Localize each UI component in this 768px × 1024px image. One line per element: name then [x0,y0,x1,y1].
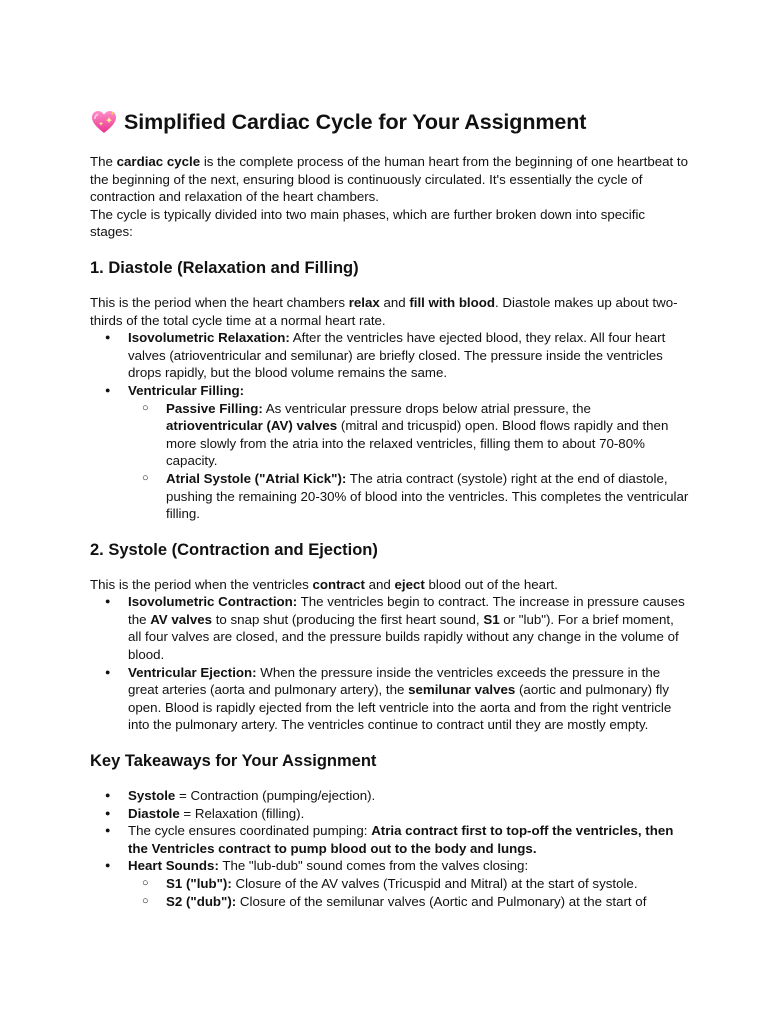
list-item: ● Ventricular Ejection: When the pressure inside the ventricles exceeds the pressure in the great arteries (aorta and pulmonary artery), the semilunar valves (aortic and pulmonary) fly open. Blood is rapidly ejected from the left ventricle into the aorta and from the right ventricle into the pulmonary artery. The ventricles continue to contract until they are mostly empty. [90,664,690,734]
diastole-list [90,329,690,523]
ventricular-filling-sublist [128,400,690,523]
document-page [90,106,690,910]
diastole-intro: This is the period when the heart chambers relax and fill with blood. Diastole makes up about two-thirds of the total cycle time at a normal heart rate. [90,294,678,328]
list-item: ● Ventricular Filling: ○ Passive Filling: As ventricular pressure drops below atrial pressure, the atrioventricular (AV) valves (mitral and tricuspid) open. Blood flows rapidly and then more slowly from the atria into the relaxed ventricles, filling them to about 70-80% capacity. ○ Atrial Systole ("Atrial Kick"): The atria contract (systole) right at the end of diastole, pushing the remaining 20-30% of blood into the ventricles. This completes the ventricular filling. [90,382,690,523]
systole-intro: This is the period when the ventricles contract and eject blood out of the heart. [90,576,558,592]
sparkling-heart-icon [90,108,118,136]
heart-sounds-sublist [128,875,690,910]
list-item: ● Isovolumetric Contraction: The ventricles begin to contract. The increase in pressure causes the AV valves to snap shut (producing the first heart sound, S1 or "lub"). For a brief moment, all four valves are closed, and the pressure builds rapidly without any change in the volume of blood. [90,593,690,663]
diastole-heading: 1. Diastole (Relaxation and Filling) [90,258,359,277]
list-item: ○ S2 ("dub"): Closure of the semilunar valves (Aortic and Pulmonary) at the start of [128,893,690,911]
page-title [90,106,690,138]
intro-paragraph-2: The cycle is typically divided into two main phases, which are further broken down into specific stages: [90,206,646,240]
systole-list [90,593,690,734]
systole-heading: 2. Systole (Contraction and Ejection) [90,540,378,559]
list-item: ● Diastole = Relaxation (filling). [90,805,690,823]
takeaways-heading: Key Takeaways for Your Assignment [90,752,377,771]
list-item: ○ Passive Filling: As ventricular pressure drops below atrial pressure, the atrioventricular (AV) valves (mitral and tricuspid) open. Blood flows rapidly and then more slowly from the atria into the relaxed ventricles, filling them to about 70-80% capacity. [128,400,690,470]
page-title-text: Simplified Cardiac Cycle for Your Assignment [124,110,587,134]
list-item: ● Heart Sounds: The "lub-dub" sound comes from the valves closing: ○ S1 ("lub"): Closure of the AV valves (Tricuspid and Mitral) at the start of systole. ○ S2 ("dub"): Closure of the semilunar valves (Aortic and Pulmonary) at the start of [90,857,690,910]
takeaways-list [90,787,690,910]
intro-paragraph: The cardiac cycle is the complete process of the human heart from the beginning of one heartbeat to the beginning of the next, ensuring blood is continuously circulated. It's essentially the cycle of contraction and relaxation of the heart chambers. [90,154,689,205]
list-item: ● Systole = Contraction (pumping/ejection). [90,787,690,805]
list-item: ● The cycle ensures coordinated pumping: Atria contract first to top-off the ventricles, then the Ventricles contract to pump blood out to the body and lungs. [90,822,690,857]
list-item: ○ S1 ("lub"): Closure of the AV valves (Tricuspid and Mitral) at the start of systole. [128,875,690,893]
list-item: ● Isovolumetric Relaxation: After the ventricles have ejected blood, they relax. All four heart valves (atrioventricular and semilunar) are briefly closed. The pressure inside the ventricles drops rapidly, but the blood volume remains the same. [90,329,690,382]
list-item: ○ Atrial Systole ("Atrial Kick"): The atria contract (systole) right at the end of diastole, pushing the remaining 20-30% of blood into the ventricles. This completes the ventricular filling. [128,470,690,523]
